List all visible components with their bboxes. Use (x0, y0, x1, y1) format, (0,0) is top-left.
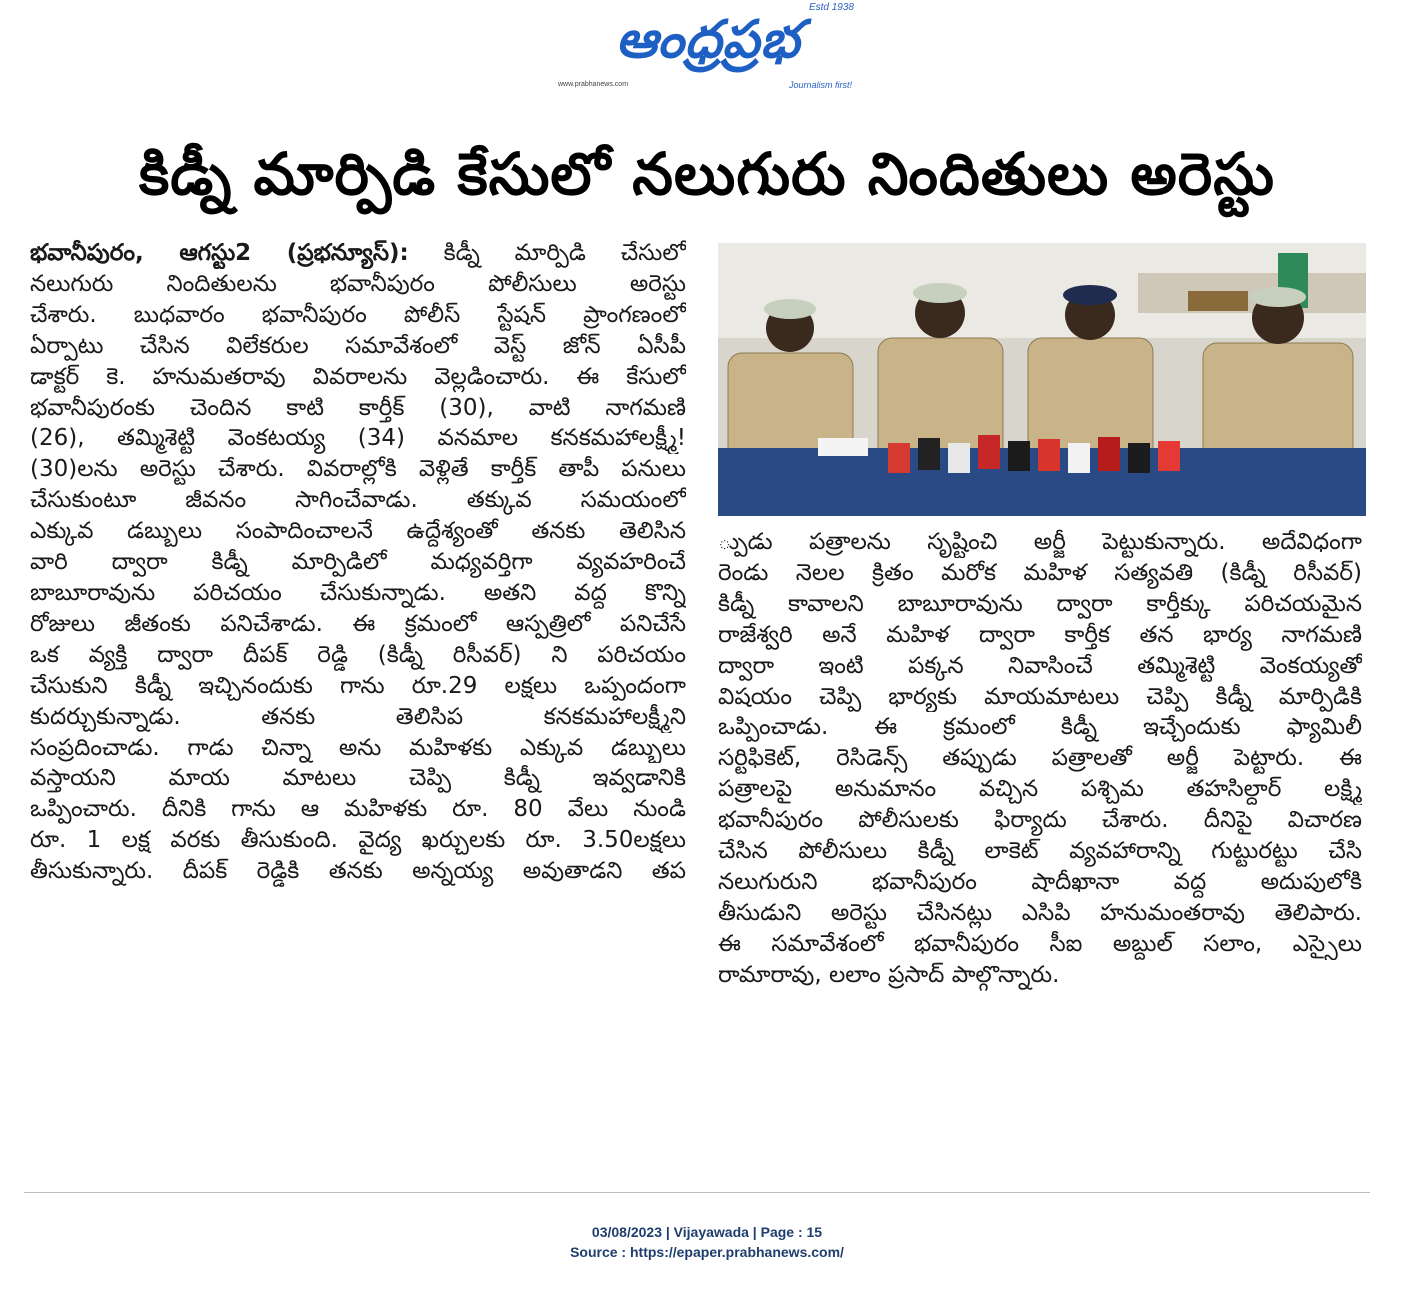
article-line: భవానీపురం, ఆగస్టు2 (ప్రభన్యూస్): కిడ్నీ మార్పిడి చేసులో (30, 240, 686, 266)
article-line: రామారావు, లలాం ప్రసాద్ పాల్గొన్నారు. (718, 961, 1060, 988)
article-line: (26), తమ్మిశెట్టి వెంకటయ్య (34) వనమాల కనకమహాలక్ష్మీ! (30, 425, 686, 452)
source-link[interactable]: Source : https://epaper.prabhanews.com/ (570, 1244, 844, 1260)
article-line: డాక్టర్ కె. హనుమతరావు వివరాలను వెల్లడించారు. ఈ కేసులో (30, 363, 686, 390)
article-line: ఒక వ్యక్తి ద్వారా దీపక్ రెడ్డి (కిడ్నీ రిసీవర్) ని పరిచయం (30, 641, 686, 668)
article-line: సర్టిఫికెట్, రెసిడెన్స్ తప్పుడు పత్రాలతో అర్జీ పెట్టారు. ఈ (718, 745, 1362, 772)
press-meet-photo (718, 243, 1366, 516)
article-line: కిడ్నీ కావాలని బాబూరావును ద్వారా కార్తీక్కు పరిచయమైన (718, 590, 1362, 617)
article-line: చేసుకుని కిడ్నీ ఇచ్చినందుకు గాను రూ.29 లక్షలు ఒప్పందంగా (30, 672, 686, 699)
article-left-column (30, 238, 686, 887)
article-headline: కిడ్నీ మార్పిడి కేసులో నలుగురు నిందితులు అరెస్టు (139, 140, 1275, 208)
article-line: వస్తాయని మాయ మాటలు చెప్పి కిడ్నీ ఇవ్వడానికి (30, 765, 686, 792)
article-line: ద్వారా ఇంటి పక్కన నివాసించే తమ్మిశెట్టి వెంకయ్యతో (718, 652, 1362, 679)
logo-website: www.prabhanews.com (558, 81, 629, 88)
article-line: చేసిన పోలీసులు కిడ్నీ లాకెట్ వ్యవహారాన్ని గుట్టురట్టు చేసి (718, 838, 1362, 865)
article-line: ఈ సమావేశంలో భవానీపురం సీఐ అబ్దుల్ సలాం, ఎస్సైలు (718, 930, 1362, 957)
article-line: బాబూరావును పరిచయం చేసుకున్నాడు. అతని వద్ద కొన్ని (30, 579, 686, 606)
article-line: రూ. 1 లక్ష వరకు తీసుకుంది. వైద్య ఖర్చులకు రూ. 3.50లక్షలు (30, 827, 686, 854)
article-line: రాజేశ్వరి అనే మహిళ ద్వారా కార్తీక తన భార్య నాగమణి (718, 621, 1362, 648)
article-line: రెండు నెలల క్రితం మరోక మహిళ సత్యవతి (కిడ్నీ రిసీవర్) (718, 559, 1362, 586)
edition-info: 03/08/2023 | Vijayawada | Page : 15 (591, 1224, 823, 1240)
article-line: రోజులు జీతంకు పనిచేశాడు. ఈ క్రమంలో ఆస్పత్రిలో పనిచేసే (30, 610, 686, 637)
article-line: (30)లను అరెస్టు చేశారు. వివరాల్లోకి వెళ్లితే కార్తీక్ తాపీ పనులు (30, 456, 686, 483)
article-line: కుదర్చుకున్నాడు. తనకు తెలిసిప కనకమహాలక్ష్మీని (30, 703, 686, 730)
article-line: చేసుకుంటూ జీవనం సాగించేవాడు. తక్కువ సమయంలో (30, 487, 686, 514)
article-line: సంప్రదించాడు. గాడు చిన్నా అను మహిళకు ఎక్కువ డబ్బులు (30, 734, 686, 761)
article-line: తీసుకున్నారు. దీపక్ రెడ్డికి తనకు అన్నయ్య అవుతాడని తప (30, 858, 686, 885)
article-dateline: భవానీపురం, ఆగస్టు2 (ప్రభన్యూస్): (30, 240, 409, 266)
article-line: ్పుడు పత్రాలను సృష్టించి అర్జీ పెట్టుకున్నారు. అదేవిధంగా (718, 529, 1362, 555)
article-line: ఎక్కువ డబ్బులు సంపాదించాలనే ఉద్దేశ్యంతో తనకు తెలిసిన (30, 518, 686, 545)
article-line: చేశారు. బుధవారం భవానీపురం పోలీస్ స్టేషన్ ప్రాంగణంలో (30, 301, 686, 328)
article-line: ఒప్పించాడు. ఈ క్రమంలో కిడ్నీ ఇచ్చేందుకు ఫ్యామిలీ (718, 714, 1362, 741)
article-line: విషయం చెప్పి భార్యకు మాయమాటలు చెప్పి కిడ్నీ మార్పిడికి (718, 683, 1362, 710)
masthead (0, 0, 1414, 100)
article-line: భవానీపురం పోలీసులకు ఫిర్యాదు చేశారు. దీనిపై విచారణ (718, 807, 1362, 834)
press-meet-illustration (718, 243, 1366, 516)
article-line: తీసుడుని అరెస్టు చేసినట్లు ఎసిపి హనుమంతరావు తెలిపారు. (718, 899, 1362, 926)
logo-wordmark: ఆంధ్రప్రభ (615, 9, 801, 70)
article-line: ఏర్పాటు చేసిన విలేకరుల సమావేశంలో వెస్ట్ జోన్ ఏసీపీ (30, 332, 686, 359)
article-line: నలుగురుని భవానీపురం షాదీఖానా వద్ద అదుపులోకి (718, 868, 1362, 895)
footer-divider (24, 1192, 1370, 1193)
article-right-column (718, 527, 1362, 991)
newspaper-logo (558, 2, 858, 92)
article-line: ఒప్పించారు. దీనికి గాను ఆ మహిళకు రూ. 80 వేలు నుండి (30, 796, 686, 823)
logo-tagline: Journalism first! (788, 80, 852, 90)
logo-established: Estd 1938 (808, 2, 854, 13)
article-line: పత్రాలపై అనుమానం వచ్చిన పశ్చిమ తహసిల్దార్ లక్ష్మి (718, 776, 1362, 803)
article-line: వారి ద్వారా కిడ్నీ మార్పిడిలో మధ్యవర్తిగా వ్యవహరించే (30, 549, 686, 576)
article-line: నలుగురు నిందితులను భవానీపురం పోలీసులు అరెస్టు (30, 270, 686, 297)
article-line: భవానీపురంకు చెందిన కాటి కార్తీక్ (30), వాటి నాగమణి (30, 394, 686, 421)
